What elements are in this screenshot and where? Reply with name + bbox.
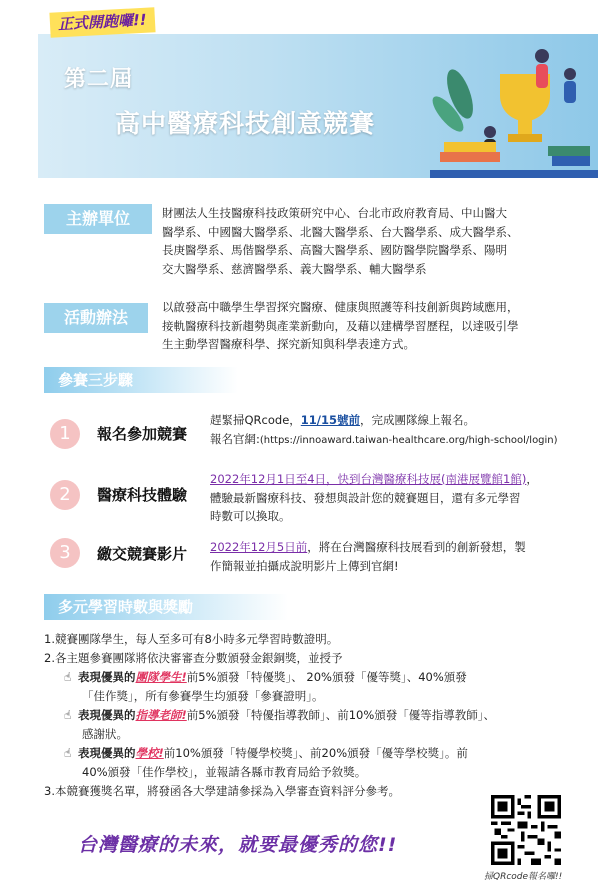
video-deadline: 2022年12月5日前 xyxy=(210,540,308,554)
qr-caption: 掃QRcode報名囉!! xyxy=(484,872,563,882)
rule-item: 3.本競賽獲獎名單，將發函各大學建請參採為入學審查資料評分參考。 xyxy=(44,784,400,798)
method-line: 以啟發高中職學生學習探究醫療、健康與照護等科技創新與跨域應用， xyxy=(162,300,519,314)
expo-dates: 2022年12月1日至4日，快到台灣醫療科技展(南港展覽館1館) xyxy=(210,472,527,486)
organizers-line: 財團法人生技醫療科技政策研究中心、台北市政府教育局、中山醫大 xyxy=(162,206,507,220)
method-label: 活動辦法 xyxy=(44,303,148,333)
step-title: 報名參加競賽 xyxy=(97,425,188,443)
step-description: 趕緊掃QRcode，11/15號前，完成團隊線上報名。 報名官網:(https://innoaward.taiwan-healthcare.org/high-school/login) xyxy=(210,413,558,446)
qr-code-icon[interactable] xyxy=(491,795,561,865)
steps-section-title: 參賽三步驟 xyxy=(44,367,238,393)
rule-item: 2.各主題參賽團隊將依決審審查分數頒發金銀銅獎，並授予 xyxy=(44,651,343,665)
rule-subitem: ☝ 表現優異的學校!前10%頒發「特優學校獎」、前20%頒發「優等學校獎」。前 xyxy=(44,744,564,763)
step-title: 醫療科技體驗 xyxy=(97,486,188,504)
rule-item: 1.競賽團隊學生，每人至多可有8小時多元學習時數證明。 xyxy=(44,632,339,646)
illustration-ground xyxy=(430,170,598,178)
organizers-line: 醫學系、中國醫大醫學系、北醫大醫學系、台大醫學系、成大醫學系、 xyxy=(162,224,519,239)
step-number: 2 xyxy=(50,480,80,510)
method-line: 接軌醫療科技新趨勢與產業新動向，及藉以建構學習歷程，以達吸引學 xyxy=(162,318,519,333)
organizers-label: 主辦單位 xyxy=(44,204,152,234)
pointing-hand-icon: ☝ xyxy=(64,708,72,722)
step-description: 2022年12月5日前，將在台灣醫療科技展看到的創新發想，製 作簡報並拍攝成說明影片上傳到官網! xyxy=(210,540,526,573)
registration-url-link[interactable]: (https://innoaward.taiwan-healthcare.org/high-school/login) xyxy=(259,434,558,446)
plant-icon xyxy=(430,66,478,136)
rewards-rules: 1.競賽團隊學生，每人至多可有8小時多元學習時數證明。 2.各主題參賽團隊將依決審審查分數頒發金銀銅獎，並授予 ☝ 表現優異的團隊學生!前5%頒發「特優獎」、 20%頒發「優等獎」、40%頒發 「佳作獎」，所有參賽學生均頒發「參賽證明」。 ☝ 表現優異的指導老師!前5%頒發「特優指導教師」、前10%頒發「優等指導教師」、 感謝狀。 ☝ 表現優異的學校!前10%頒發「特優學校獎」、前20%頒發「優等學校獎」。前 40%頒發「佳作學校」，並報請各縣市教育局給予敘獎。 3.本競賽獲獎名單，將發函各大學建請參採為入學審查資料評分參考。 xyxy=(44,630,564,801)
pointing-hand-icon: ☝ xyxy=(64,670,72,684)
organizers-line: 長庚醫學系、馬偕醫學系、高醫大醫學系、國防醫學院醫學系、陽明 xyxy=(162,243,507,257)
rewards-section-title: 多元學習時數與獎勵 xyxy=(44,594,288,620)
rule-subitem: ☝ 表現優異的團隊學生!前5%頒發「特優獎」、 20%頒發「優等獎」、40%頒發 xyxy=(44,668,564,687)
step-number: 3 xyxy=(50,538,80,568)
books-icon xyxy=(440,142,590,166)
launch-tag: 正式開跑囉!! xyxy=(49,7,155,37)
method-text xyxy=(162,298,582,354)
competition-title: 高中醫療科技創意競賽 xyxy=(115,109,376,138)
rule-subitem: ☝ 表現優異的指導老師!前5%頒發「特優指導教師」、前10%頒發「優等指導教師」、 xyxy=(44,706,564,725)
step-number: 1 xyxy=(50,419,80,449)
pointing-hand-icon: ☝ xyxy=(64,746,72,760)
registration-deadline: 11/15號前 xyxy=(300,413,360,427)
method-line: 生主動學習醫療科學、探究新知與科學表達方式。 xyxy=(162,337,415,351)
organizers-text xyxy=(162,204,582,278)
step-title: 繳交競賽影片 xyxy=(97,545,188,563)
banner-illustration xyxy=(430,34,598,178)
edition-title: 第二屆 xyxy=(64,67,134,92)
step-description: 2022年12月1日至4日，快到台灣醫療科技展(南港展覽館1館)， 體驗最新醫療科技、發想與設計您的競賽題目，還有多元學習 時數可以換取。 xyxy=(210,472,538,523)
organizers-line: 交大醫學系、慈濟醫學系、義大醫學系、輔大醫學系 xyxy=(162,261,427,276)
slogan: 台灣醫療的未來，就要最優秀的您!! xyxy=(78,834,398,856)
